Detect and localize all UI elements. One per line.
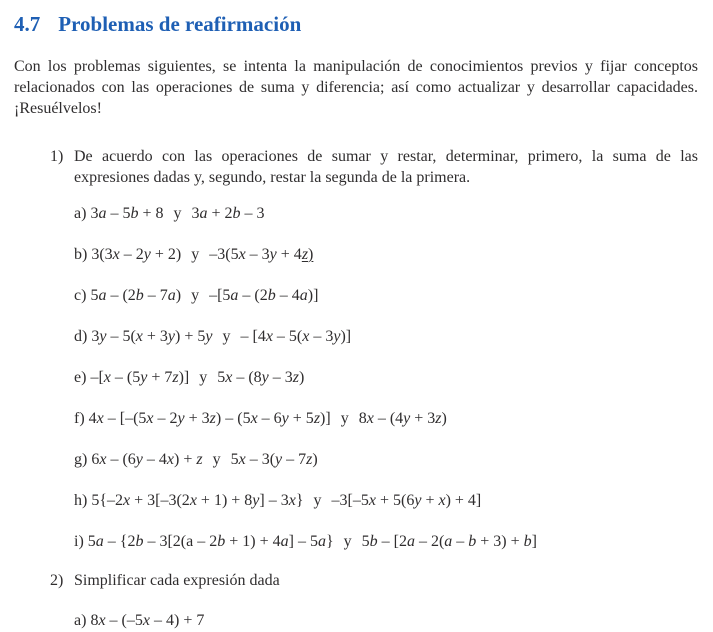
exercise-label: a) bbox=[74, 205, 87, 222]
math-expression-second: –[5a – (2b – 4a)] bbox=[209, 287, 319, 304]
exercise-row-1g bbox=[74, 449, 698, 470]
math-expression-first: 3a – 5b + 8 bbox=[90, 205, 164, 222]
exercise-label: h) bbox=[74, 492, 88, 509]
math-expression-first: 3(3x – 2y + 2) bbox=[91, 246, 182, 263]
problem-content bbox=[74, 570, 698, 631]
section-number: 4.7 bbox=[14, 12, 41, 36]
exercise-label: a) bbox=[74, 612, 87, 629]
exercise-label: f) bbox=[74, 410, 85, 427]
math-expression-first: –[x – (5y + 7z)] bbox=[90, 369, 190, 386]
math-expression-second: –3[–5x + 5(6y + x) + 4] bbox=[331, 492, 482, 509]
math-expression-first: 8x – (–5x – 4) + 7 bbox=[90, 612, 205, 629]
math-expression-first: 5a – {2b – 3[2(a – 2b + 1) + 4a] – 5a} bbox=[87, 533, 334, 550]
math-expression-second: 3a + 2b – 3 bbox=[191, 205, 265, 222]
conjunction-y: y bbox=[343, 533, 352, 550]
problem-statement: De acuerdo con las operaciones de sumar y restar, determinar, primero, la suma de las expresiones dadas y, segundo, restar la segunda de la primera. bbox=[74, 148, 698, 186]
problem-content bbox=[74, 146, 698, 552]
exercise-label: g) bbox=[74, 451, 88, 468]
problem-statement: Simplificar cada expresión dada bbox=[74, 572, 280, 589]
conjunction-y: y bbox=[173, 205, 182, 222]
conjunction-y: y bbox=[340, 410, 349, 427]
conjunction-y: y bbox=[191, 246, 200, 263]
conjunction-y: y bbox=[313, 492, 322, 509]
exercise-label: e) bbox=[74, 369, 87, 386]
exercise-row-1a bbox=[74, 203, 698, 224]
math-expression-first: 5a – (2b – 7a) bbox=[90, 287, 182, 304]
problem-number: 1) bbox=[50, 148, 64, 165]
math-expression-second: – [4x – 5(x – 3y)] bbox=[240, 328, 352, 345]
conjunction-y: y bbox=[199, 369, 208, 386]
problem-number: 2) bbox=[50, 572, 64, 589]
exercise-row-1e bbox=[74, 367, 698, 388]
exercise-label: c) bbox=[74, 287, 87, 304]
conjunction-y: y bbox=[222, 328, 231, 345]
conjunction-y: y bbox=[212, 451, 221, 468]
math-expression-second: 5b – [2a – 2(a – b + 3) + b] bbox=[361, 533, 537, 550]
exercise-row-2a bbox=[74, 610, 698, 631]
exercise-label: b) bbox=[74, 246, 88, 263]
math-expression-first: 6x – (6y – 4x) + z bbox=[91, 451, 203, 468]
problem-item-1 bbox=[14, 146, 698, 552]
math-expression-second: 8x – (4y + 3z) bbox=[358, 410, 447, 427]
intro-paragraph: Con los problemas siguientes, se intenta la manipulación de conocimientos previos y fijar conceptos relacionados con las operaciones de suma y diferencia; así como actualizar y desarrollar capacidades. ¡Resuélvelos! bbox=[14, 58, 698, 117]
math-expression-second: 5x – 3(y – 7z) bbox=[230, 451, 318, 468]
math-expression-first: 4x – [–(5x – 2y + 3z) – (5x – 6y + 5z)] bbox=[88, 410, 331, 427]
exercise-row-1b bbox=[74, 244, 698, 265]
section-title-text: Problemas de reafirmación bbox=[58, 12, 302, 36]
problem-item-2 bbox=[14, 570, 698, 631]
math-expression-second: 5x – (8y – 3z) bbox=[217, 369, 305, 386]
exercise-row-1c bbox=[74, 285, 698, 306]
exercise-row-1d bbox=[74, 326, 698, 347]
math-expression-first: 3y – 5(x + 3y) + 5y bbox=[91, 328, 213, 345]
conjunction-y: y bbox=[191, 287, 200, 304]
exercise-row-1i bbox=[74, 531, 698, 552]
math-expression-second: –3(5x – 3y + 4z) bbox=[209, 246, 314, 263]
exercise-label: i) bbox=[74, 533, 84, 550]
math-expression-first: 5{–2x + 3[–3(2x + 1) + 8y] – 3x} bbox=[91, 492, 304, 509]
exercise-label: d) bbox=[74, 328, 88, 345]
exercise-row-1h bbox=[74, 490, 698, 511]
section-title bbox=[14, 12, 698, 36]
exercise-row-1f bbox=[74, 408, 698, 429]
